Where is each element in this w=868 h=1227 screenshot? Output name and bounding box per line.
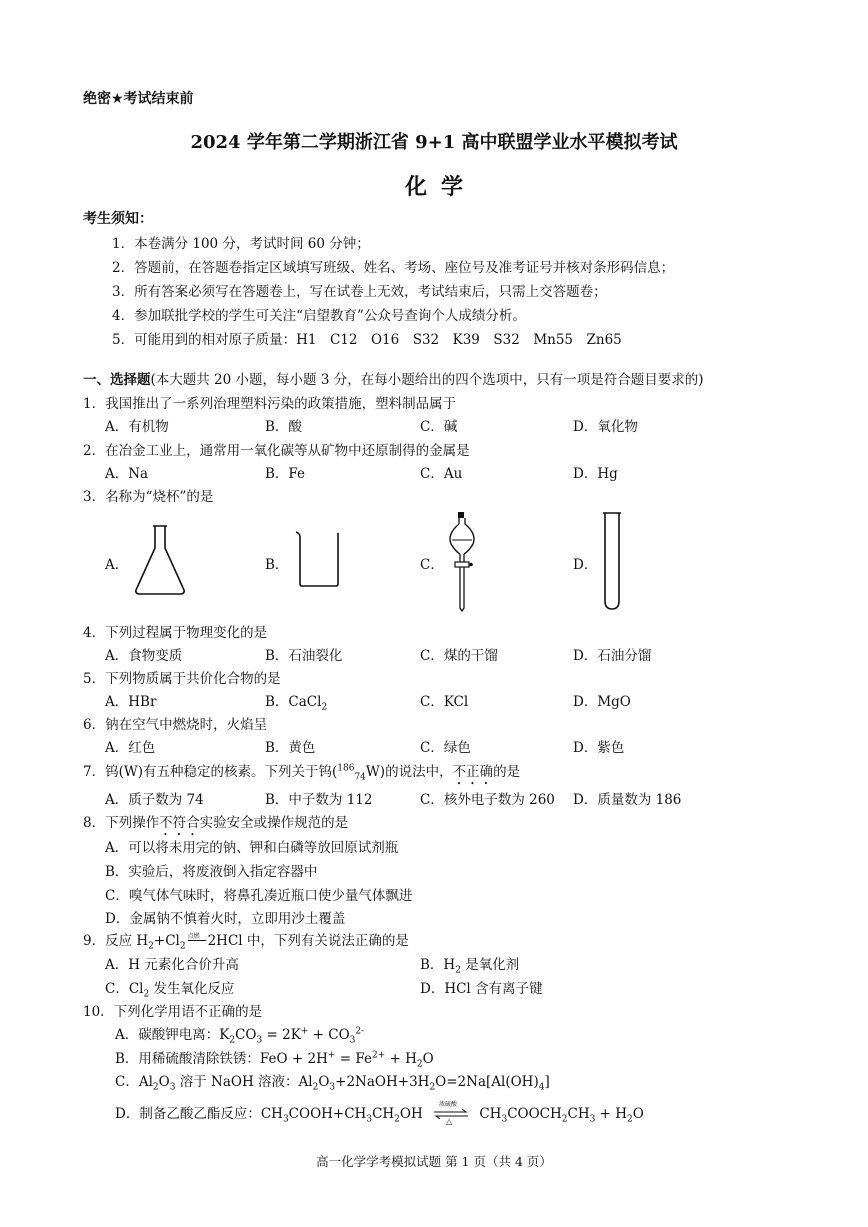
- test-tube-icon: [600, 511, 624, 611]
- question-stem: 9．反应 $H_2+Cl_2$ 点燃 2HCl 中，下列有关说法正确的是: [83, 933, 409, 952]
- option-b: B．$H_2$ 是氧化剂: [420, 957, 520, 976]
- question-stem: 1．我国推出了一系列治理塑料污染的政策措施，塑料制品属于: [83, 396, 457, 412]
- option-b: B．酸: [265, 419, 302, 435]
- option-b: B．用稀硫酸清除铁锈：FeO + $2H^+ = Fe^{2+} + H_2O$: [115, 1050, 434, 1070]
- option-d: D．HCl 含有离子键: [420, 981, 543, 997]
- option-c: C．绿色: [420, 740, 471, 756]
- option-d: D．金属钠不慎着火时，立即用沙土覆盖: [105, 911, 346, 927]
- question-stem: 6．钠在空气中燃烧时，火焰呈: [83, 717, 268, 733]
- option-c: C．碱: [420, 419, 458, 435]
- option-b: B．石油裂化: [265, 648, 343, 664]
- option-d: D．氧化物: [573, 419, 638, 435]
- exam-title: 2024 学年第二学期浙江省 9+1 高中联盟学业水平模拟考试: [190, 132, 678, 153]
- option-c: C．核外电子数为 260: [420, 792, 555, 808]
- option-a: A．H 元素化合价升高: [105, 957, 239, 973]
- option-c: C．KCl: [420, 694, 469, 710]
- option-a: A．有机物: [105, 419, 169, 435]
- page-footer: 高一化学学考模拟试题 第 1 页（共 4 页）: [316, 1154, 552, 1169]
- option-b: B．中子数为 112: [265, 792, 373, 808]
- reaction-condition: 点燃: [187, 933, 200, 940]
- emphasis-text: 不符合: [159, 815, 200, 831]
- separatory-funnel-icon: [444, 510, 480, 612]
- option-d: D．制备乙酸乙酯反应：$CH_3COOH+CH_3CH_2OH$ 浓硫酸 △ $CH_3COOCH_2CH_3 + H_2O$: [115, 1100, 644, 1126]
- beaker-icon: [294, 530, 344, 588]
- option-c: C．煤的干馏: [420, 648, 498, 664]
- option-d: D．质量数为 186: [573, 792, 682, 808]
- option-b: B．实验后，将废液倒入指定容器中: [105, 864, 318, 880]
- option-c: C．$Al_2O_3$ 溶于 NaOH 溶液：$Al_2O_3+2NaOH+3H_2O=2Na[Al(OH)_4]$: [115, 1074, 550, 1093]
- section-heading: [83, 368, 703, 388]
- option-a: A．Na: [105, 466, 149, 482]
- notice-heading: 考生须知：: [83, 211, 153, 227]
- notice-item: 4．参加联批学校的学生可关注“启望教育”公众号查询个人成绩分析。: [112, 308, 526, 324]
- option-c: C．Au: [420, 466, 463, 482]
- question-stem: 4．下列过程属于物理变化的是: [83, 625, 268, 641]
- question-stem: 8．下列操作不符合实验安全或操作规范的是: [83, 815, 349, 831]
- option-c: C．$Cl_2$ 发生氧化反应: [105, 981, 235, 1000]
- option-a: A．HBr: [105, 694, 157, 710]
- option-d: D．石油分馏: [573, 648, 652, 664]
- option-a: A．可以将未用完的钠、钾和白磷等放回原试剂瓶: [105, 840, 399, 856]
- notice-item: 2．答题前，在答题卷指定区域填写班级、姓名、考场、座位号及准考证号并核对条形码信息；: [112, 260, 675, 276]
- option-a: A．碳酸钾电离：$K_2CO_3 = 2K^+ + CO_3^{2-}$: [115, 1026, 365, 1046]
- option-d: D．MgO: [573, 694, 631, 710]
- question-stem: 10．下列化学用语不正确的是: [83, 1004, 263, 1020]
- option-b: B．CaCl$_2$: [265, 694, 328, 713]
- subject-title: 化学: [404, 174, 477, 200]
- question-stem: 3．名称为“烧杯”的是: [83, 489, 214, 505]
- emphasis-text: 不正确: [452, 764, 494, 780]
- option-c: C．嗅气体气味时，将鼻孔凑近瓶口使少量气体飘进: [105, 888, 413, 904]
- option-d: D．紫色: [573, 740, 625, 756]
- notice-item: 5．可能用到的相对原子质量：H1 C12 O16 S32 K39 S32 Mn55 Zn65: [112, 332, 622, 348]
- question-stem: 5．下列物质属于共价化合物的是: [83, 671, 281, 687]
- option-d: D．Hg: [573, 466, 618, 482]
- notice-item: 3．所有答案必须写在答题卷上，写在试卷上无效，考试结束后，只需上交答题卷；: [112, 284, 607, 300]
- option-b: B．: [265, 557, 289, 573]
- question-stem: 2．在冶金工业上，通常用一氧化碳等从矿物中还原制得的金属是: [83, 443, 470, 459]
- option-a: A．质子数为 74: [105, 792, 204, 808]
- question-stem: 7．钨(W)有五种稳定的核素。下列关于钨($^{186}_{74}$W)的说法中，不正确的是: [83, 763, 521, 783]
- option-a: A．食物变质: [105, 648, 183, 664]
- section-desc: (本大题共 20 小题，每小题 3 分，在每小题给出的四个选项中，只有一项是符合题目要求的): [150, 372, 704, 388]
- conical-flask-icon: [132, 524, 188, 596]
- option-b: B．黄色: [265, 740, 316, 756]
- option-b: B．Fe: [265, 466, 306, 482]
- notice-item: 1．本卷满分 100 分，考试时间 60 分钟；: [112, 236, 370, 252]
- option-a: A．: [105, 557, 129, 573]
- section-label: 一、选择题: [83, 372, 151, 388]
- reversible-arrow-icon: 浓硫酸 △: [433, 1107, 469, 1123]
- option-c: C．: [420, 557, 444, 573]
- option-d: D．: [573, 557, 598, 573]
- option-a: A．红色: [105, 740, 156, 756]
- confidential-label: 绝密★考试结束前: [83, 91, 194, 107]
